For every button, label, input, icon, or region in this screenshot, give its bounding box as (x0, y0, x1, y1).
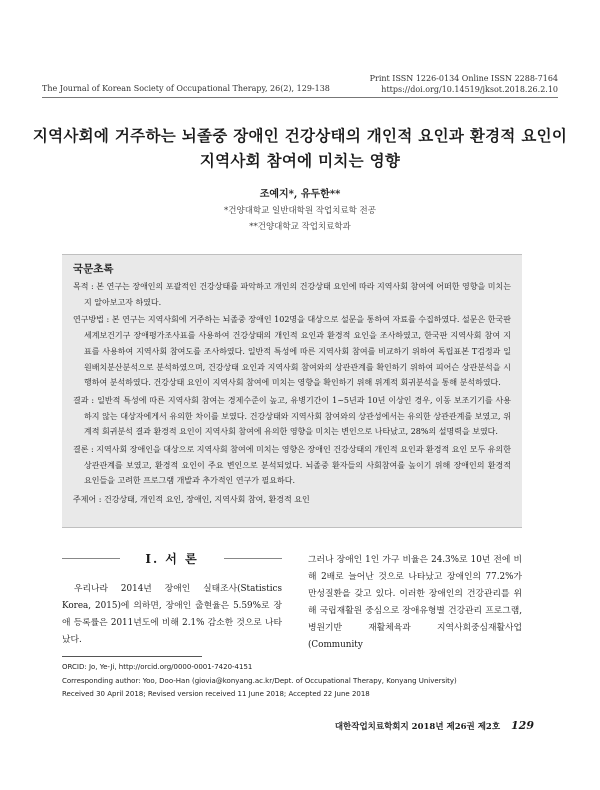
body-column-right (308, 552, 522, 654)
section-title: Ⅰ. 서 론 (145, 552, 199, 566)
abstract-box (62, 254, 522, 528)
section-heading (62, 550, 282, 567)
title-line-2: 지역사회 참여에 미치는 영향 (199, 151, 401, 170)
page-number: 129 (511, 719, 534, 732)
corresponding-author-note: Corresponding author: Yoo, Doo-Han (giovia@konyang.ac.kr/Dept. of Occupational Therapy, Konyang University) (62, 676, 457, 685)
abstract-methods: 연구방법 : 본 연구는 지역사회에 거주하는 뇌졸중 장애인 102명을 대상으로 설문을 통하여 자료를 수집하였다. 설문은 한국판 세계보건기구 장애평가조사표를 사용하여 건강상태의 개인적 요인과 환경적 요인을 조사하였고, 한국판 지역사회 참여 지표를 사용하여 지역사회 참여도를 조사하였다. 일반적 특성에 따른 지역사회 참여를 비교하기 위하여 독립표본 T검정과 일원배치분산분석으로 분석하였으며, 건강상태 요인과 지역사회 참여와의 상관관계를 확인하기 위하여 피어슨 상관분석을 시행하여 분석하였다. 건강상태 요인이 지역사회 참여에 미치는 영향을 확인하기 위해 위계적 회귀분석을 통해 분석하였다. (73, 315, 511, 388)
doi-link[interactable]: https://doi.org/10.14519/jksot.2018.26.2.10 (381, 85, 558, 94)
footer-journal-issue: 대한작업치료학회지 2018년 제26권 제2호 (334, 722, 501, 732)
received-dates-note: Received 30 April 2018; Revised version received 11 June 2018; Accepted 22 June 2018 (62, 690, 370, 698)
body-column-left (62, 550, 282, 649)
author-list: 조예지*, 유두한** (259, 189, 341, 200)
affiliation-1: *건양대학교 일반대학원 작업치료학 전공 (224, 206, 376, 216)
abstract-results: 결과 : 일반적 특성에 따른 지역사회 참여는 경제수준이 높고, 유병기간이 1~5년과 10년 이상인 경우, 이동 보조기기를 사용하지 않는 대상자에게서 유의한 차이를 보였다. 건강상태와 지역사회 참여와의 상관성에서는 유의한 상관관계를 보였고, 위계적 회귀분석 결과 환경적 요인이 지역사회 참여에 유의한 영향을 미치는 변인으로 나타났고, 28%의 설명력을 보였다. (73, 395, 511, 437)
header-rule (42, 97, 558, 98)
orcid-note: ORCID: Jo, Ye-Ji, http://orcid.org/0000-0001-7420-4151 (62, 663, 253, 671)
intro-paragraph-left: 우리나라 2014년 장애인 실태조사(Statistics Korea, 2015)에 의하면, 장애인 출현율은 5.59%로 장애 등록률은 2011년도에 비해 2.1% 감소한 것으로 나타났다. (62, 584, 282, 645)
issn-doi-header (370, 73, 558, 95)
intro-paragraph-right: 그러나 장애인 1인 가구 비율은 24.3%로 10년 전에 비해 2배로 늘어난 것으로 나타났고 장애인의 77.2%가 만성질환을 갖고 있다. 이러한 장애인의 건강관리를 위해 국립재활원 중심으로 장애유형별 건강관리 프로그램, 병원기반 재활체육과 지역사회중심재활사업(Community (308, 555, 522, 650)
footnote-rule (62, 656, 202, 657)
section-rule-left (62, 558, 120, 559)
journal-header: The Journal of Korean Society of Occupational Therapy, 26(2), 129-138 (42, 84, 330, 93)
issn-line: Print ISSN 1226-0134 Online ISSN 2288-7164 (369, 74, 558, 83)
abstract-heading: 국문초록 (73, 263, 114, 275)
page-footer (335, 719, 534, 732)
affiliation-2: **건양대학교 작업치료학과 (249, 222, 351, 232)
title-line-1: 지역사회에 거주하는 뇌졸중 장애인 건강상태의 개인적 요인과 환경적 요인이 (32, 126, 568, 145)
section-rule-right (224, 558, 282, 559)
abstract-purpose: 목적 : 본 연구는 장애인의 포괄적인 건강상태를 파악하고 개인의 건강상태 요인에 따라 지역사회 참여에 어떠한 영향을 미치는지 알아보고자 하였다. (73, 282, 511, 307)
paper-title (30, 123, 570, 173)
abstract-keywords: 주제어 : 건강상태, 개인적 요인, 장애인, 지역사회 참여, 환경적 요인 (73, 495, 310, 505)
abstract-conclusion: 결론 : 지역사회 장애인을 대상으로 지역사회 참여에 미치는 영향은 장애인 건강상태의 개인적 요인과 환경적 요인 모두 유의한 상관관계를 보였고, 환경적 요인이 주요 변인으로 분석되었다. 뇌졸중 환자들의 사회참여를 높이기 위해 장애인의 환경적 요인들을 고려한 프로그램 개발과 추가적인 연구가 필요하다. (73, 445, 511, 486)
footnotes (62, 661, 457, 702)
